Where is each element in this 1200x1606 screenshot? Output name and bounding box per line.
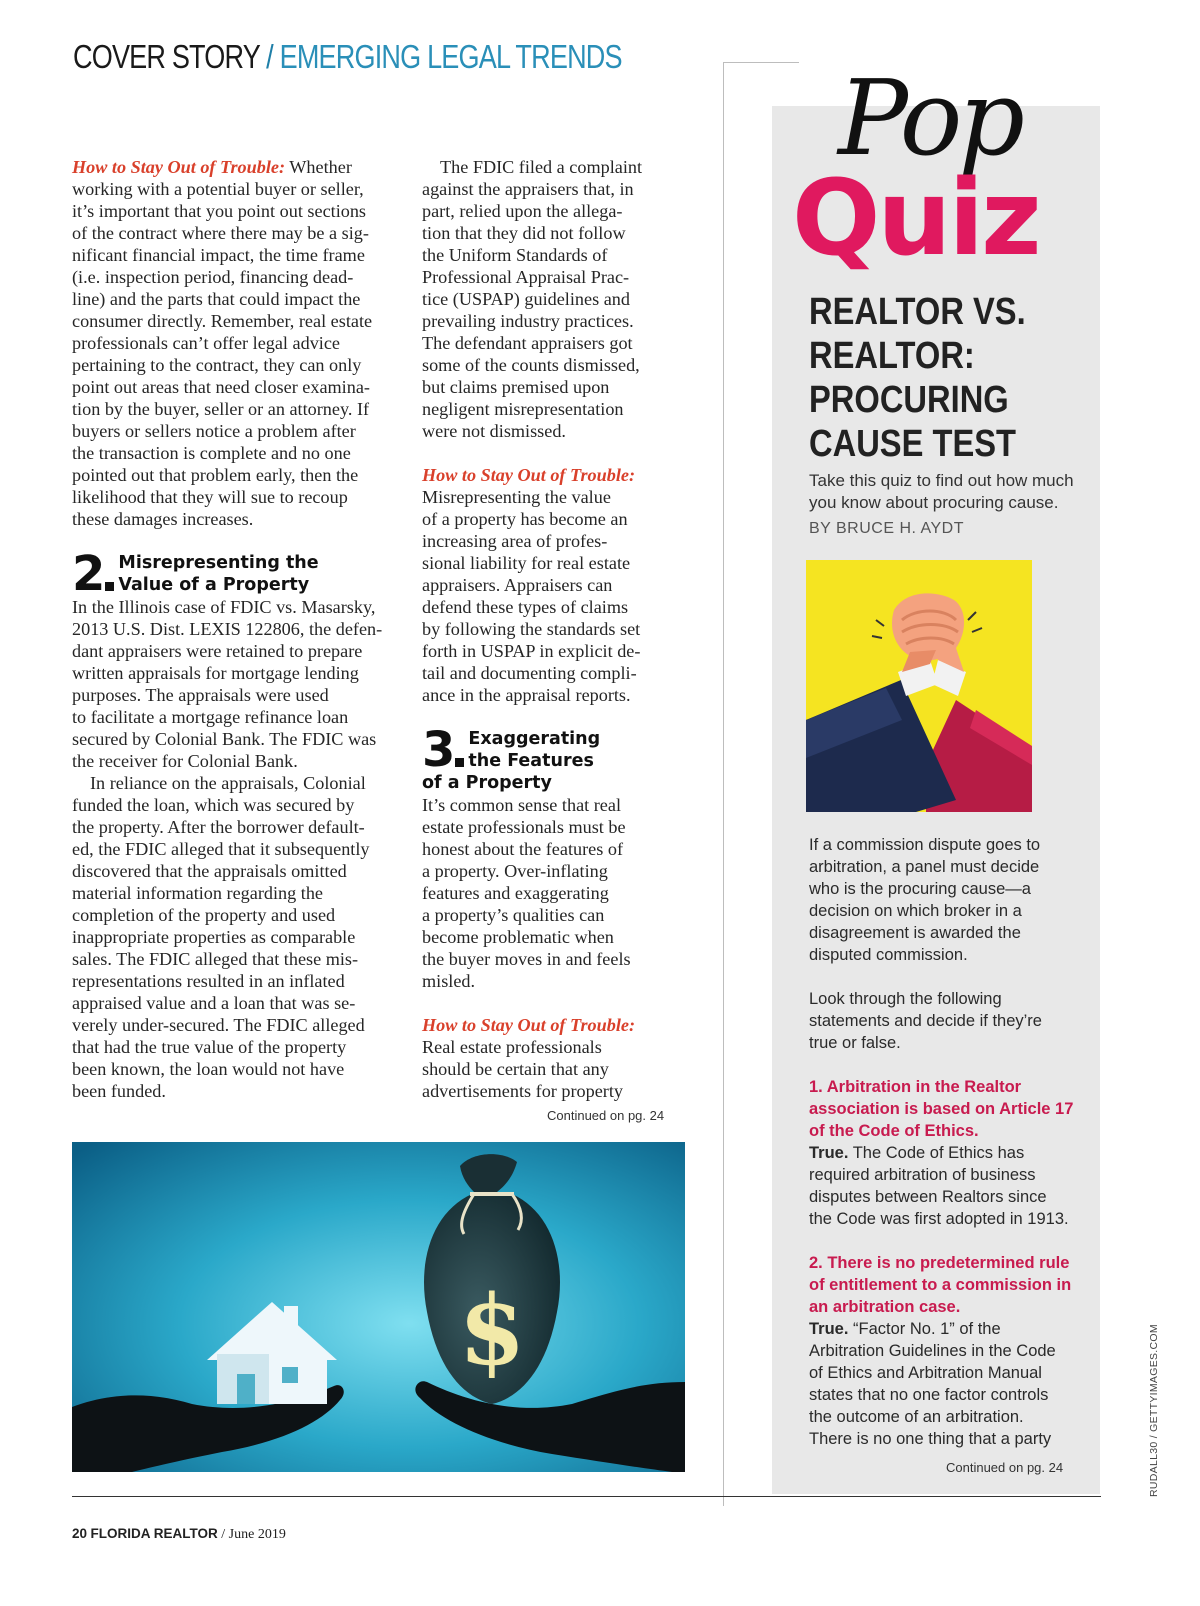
text-line: by following the standards set [422,619,641,639]
page-number: 20 [72,1526,88,1541]
text-line: been funded. [72,1081,166,1101]
text-line: the buyer moves in and feels [422,949,631,969]
text-line: purposes. The appraisals were used [72,685,329,705]
text-line: The defendant appraisers got [422,333,633,353]
section-number: 3 [422,722,456,778]
text-line: a property. Over-inflating [422,861,608,881]
spacer [422,992,672,1014]
text-line: of a property has become an [422,509,628,529]
col2-paragraph-3 [422,794,672,1102]
quiz-body-2: Look through the following statements and decide if they’re true or false. [809,990,1042,1052]
text-line: the Uniform Standards of [422,245,608,265]
text-line: pertaining to the contract, they can only [72,355,362,375]
text-line: estate professionals must be [422,817,626,837]
text-line: verely under-secured. The FDIC alleged [72,1015,365,1035]
text-line: forth in USPAP in explicit de- [422,641,641,661]
text-line: misled. [422,971,476,991]
trouble-lead: How to Stay Out of Trouble: [422,1015,636,1035]
text-line: some of the counts dismissed, [422,355,640,375]
byline: BY BRUCE H. AYDT [809,520,964,537]
quiz-question-1: 1. Arbitration in the Realtor association is based on Article 17 of the Code of Ethics. True. The Code of Ethics has required arbitration of business disputes between Realtors since the Code was first adopted in 1913. [809,1078,1074,1228]
text-line: against the appraisers that, in [422,179,634,199]
trouble-lead: How to Stay Out of Trouble: [72,157,286,177]
text-line: sional liability for real estate [422,553,631,573]
text-line: discovered that the appraisals omitted [72,861,347,881]
text-line: Whether [285,157,352,177]
text-line: Misrepresenting the value [422,487,611,507]
text-line: of the contract where there may be a sig- [72,223,369,243]
text-line: working with a potential buyer or seller, [72,179,364,199]
text-line: professionals can’t offer legal advice [72,333,340,353]
text-line: features and exaggerating [422,883,609,903]
text-line: advertisements for property [422,1081,624,1101]
answer-label: True. [809,1144,849,1162]
col1-paragraph-2 [72,596,407,1102]
text-line: secured by Colonial Bank. The FDIC was [72,729,377,749]
page-footer [72,1526,286,1543]
text-line: were not dismissed. [422,421,566,441]
number-dot [105,582,114,591]
text-line: material information regarding the [72,883,323,903]
text-line: In the Illinois case of FDIC vs. Masarsky, [72,597,376,617]
arm-wrestling-illustration [806,560,1032,812]
issue-date: June 2019 [228,1527,286,1542]
column-1 [72,156,407,530]
text-line: point out areas that need closer examina- [72,377,370,397]
text-line: (i.e. inspection period, financing dead- [72,267,354,287]
section-heading-text-line3: of a Property [422,773,552,793]
text-line: line) and the parts that could impact the [72,289,361,309]
text-line: should be certain that any [422,1059,609,1079]
continued-link[interactable]: Continued on pg. 24 [547,1108,665,1123]
text-line: tail and documenting compli- [422,663,637,683]
section-title: COVER STORY [73,38,260,75]
answer-label: True. [809,1320,849,1338]
quiz-question-2: 2. There is no predetermined rule of entitlement to a commission in an arbitration case. True. “Factor No. 1” of the Arbitration Guidelines in the Code of Ethics and Arbitration Manual states that no one factor controls the outcome of an arbitration. There is no one thing that a party [809,1254,1072,1448]
section-label [73,38,622,76]
text-line: ance in the appraisal reports. [422,685,631,705]
magazine-name: FLORIDA REALTOR [90,1526,218,1541]
text-line: consumer directly. Remember, real estate [72,311,373,331]
svg-text:$: $ [458,1274,526,1387]
text-line: but claims premised upon [422,377,610,397]
text-line: defend these types of claims [422,597,629,617]
text-line: buyers or sellers notice a problem after [72,421,356,441]
section-heading-text: Misrepresenting the Value of a Property [118,553,319,595]
text-line: tice (USPAP) guidelines and [422,289,630,309]
text-line: appraisers. Appraisers can [422,575,613,595]
text-line: funded the loan, which was secured by [72,795,355,815]
text-line: the property. After the borrower default- [72,817,365,837]
text-line: increasing area of profes- [422,531,608,551]
text-line: become problematic when [422,927,614,947]
text-line: tion by the buyer, seller or an attorney. If [72,399,370,419]
text-line: honest about the features of [422,839,624,859]
spacer [422,442,672,464]
section-2-heading [72,546,319,602]
text-line: ed, the FDIC alleged that it subsequently [72,839,370,859]
text-line: that had the true value of the property [72,1037,347,1057]
section-separator: / [266,38,273,75]
sidebar-continued-link[interactable]: Continued on pg. 24 [946,1460,1064,1475]
text-line: been known, the loan would not have [72,1059,345,1079]
text-line: sales. The FDIC alleged that these mis- [72,949,359,969]
quiz-headline: REALTOR VS. REALTOR: PROCURING CAUSE TEST [809,291,1026,465]
section-number: 2 [72,546,106,602]
text-line: representations resulted in an inflated [72,971,345,991]
text-line: appraised value and a loan that was se- [72,993,356,1013]
sidebar-divider [723,62,724,1506]
col1-paragraph-1 [72,156,407,530]
photo-credit: RUDALL30 / GETTYIMAGES.COM [1148,1324,1160,1497]
text-line: a property’s qualities can [422,905,605,925]
text-line: nificant financial impact, the time frame [72,245,365,265]
text-line: Real estate professionals [422,1037,602,1057]
text-line: it’s important that you point out sections [72,201,367,221]
text-line: these damages increases. [72,509,254,529]
text-line: inappropriate properties as comparable [72,927,356,947]
sidebar-top-rule [723,62,799,63]
footer-rule [72,1496,1101,1497]
text-line: written appraisals for mortgage lending [72,663,359,683]
text-line: likelihood that they will sue to recoup [72,487,348,507]
subsection-title: EMERGING LEGAL TRENDS [279,38,622,75]
text-line: part, relied upon the allega- [422,201,623,221]
text-line: dant appraisers were retained to prepare [72,641,363,661]
text-line: negligent misrepresentation [422,399,624,419]
quiz-intro: Take this quiz to find out how much you know about procuring cause. [809,471,1074,512]
house-money-illustration [72,1142,685,1472]
section-3-heading [422,722,601,778]
text-line: prevailing industry practices. [422,311,634,331]
text-line: Professional Appraisal Prac- [422,267,630,287]
text-line: completion of the property and used [72,905,336,925]
quiz-body-1: If a commission dispute goes to arbitration, a panel must decide who is the procuring cause—a decision on which broker in a disagreement is awarded the disputed commission. [809,836,1041,964]
text-line: 2013 U.S. Dist. LEXIS 122806, the defen- [72,619,383,639]
footer-separator: / [221,1527,226,1542]
text-line: pointed out that problem early, then the [72,465,359,485]
text-line: the transaction is complete and no one [72,443,351,463]
trouble-lead: How to Stay Out of Trouble: [422,465,636,485]
text-line: It’s common sense that real [422,795,621,815]
pop-title: Pop [838,57,1021,179]
text-line: In reliance on the appraisals, Colonial [90,773,366,793]
section-heading-text: Exaggerating the Features [468,729,601,771]
column-2 [422,156,672,706]
text-line: tion that they did not follow [422,223,626,243]
number-dot [455,758,464,767]
text-line: The FDIC filed a complaint [440,157,643,177]
text-line: the receiver for Colonial Bank. [72,751,298,771]
text-line: to facilitate a mortgage refinance loan [72,707,349,727]
quiz-title: Quiz [792,157,1039,279]
